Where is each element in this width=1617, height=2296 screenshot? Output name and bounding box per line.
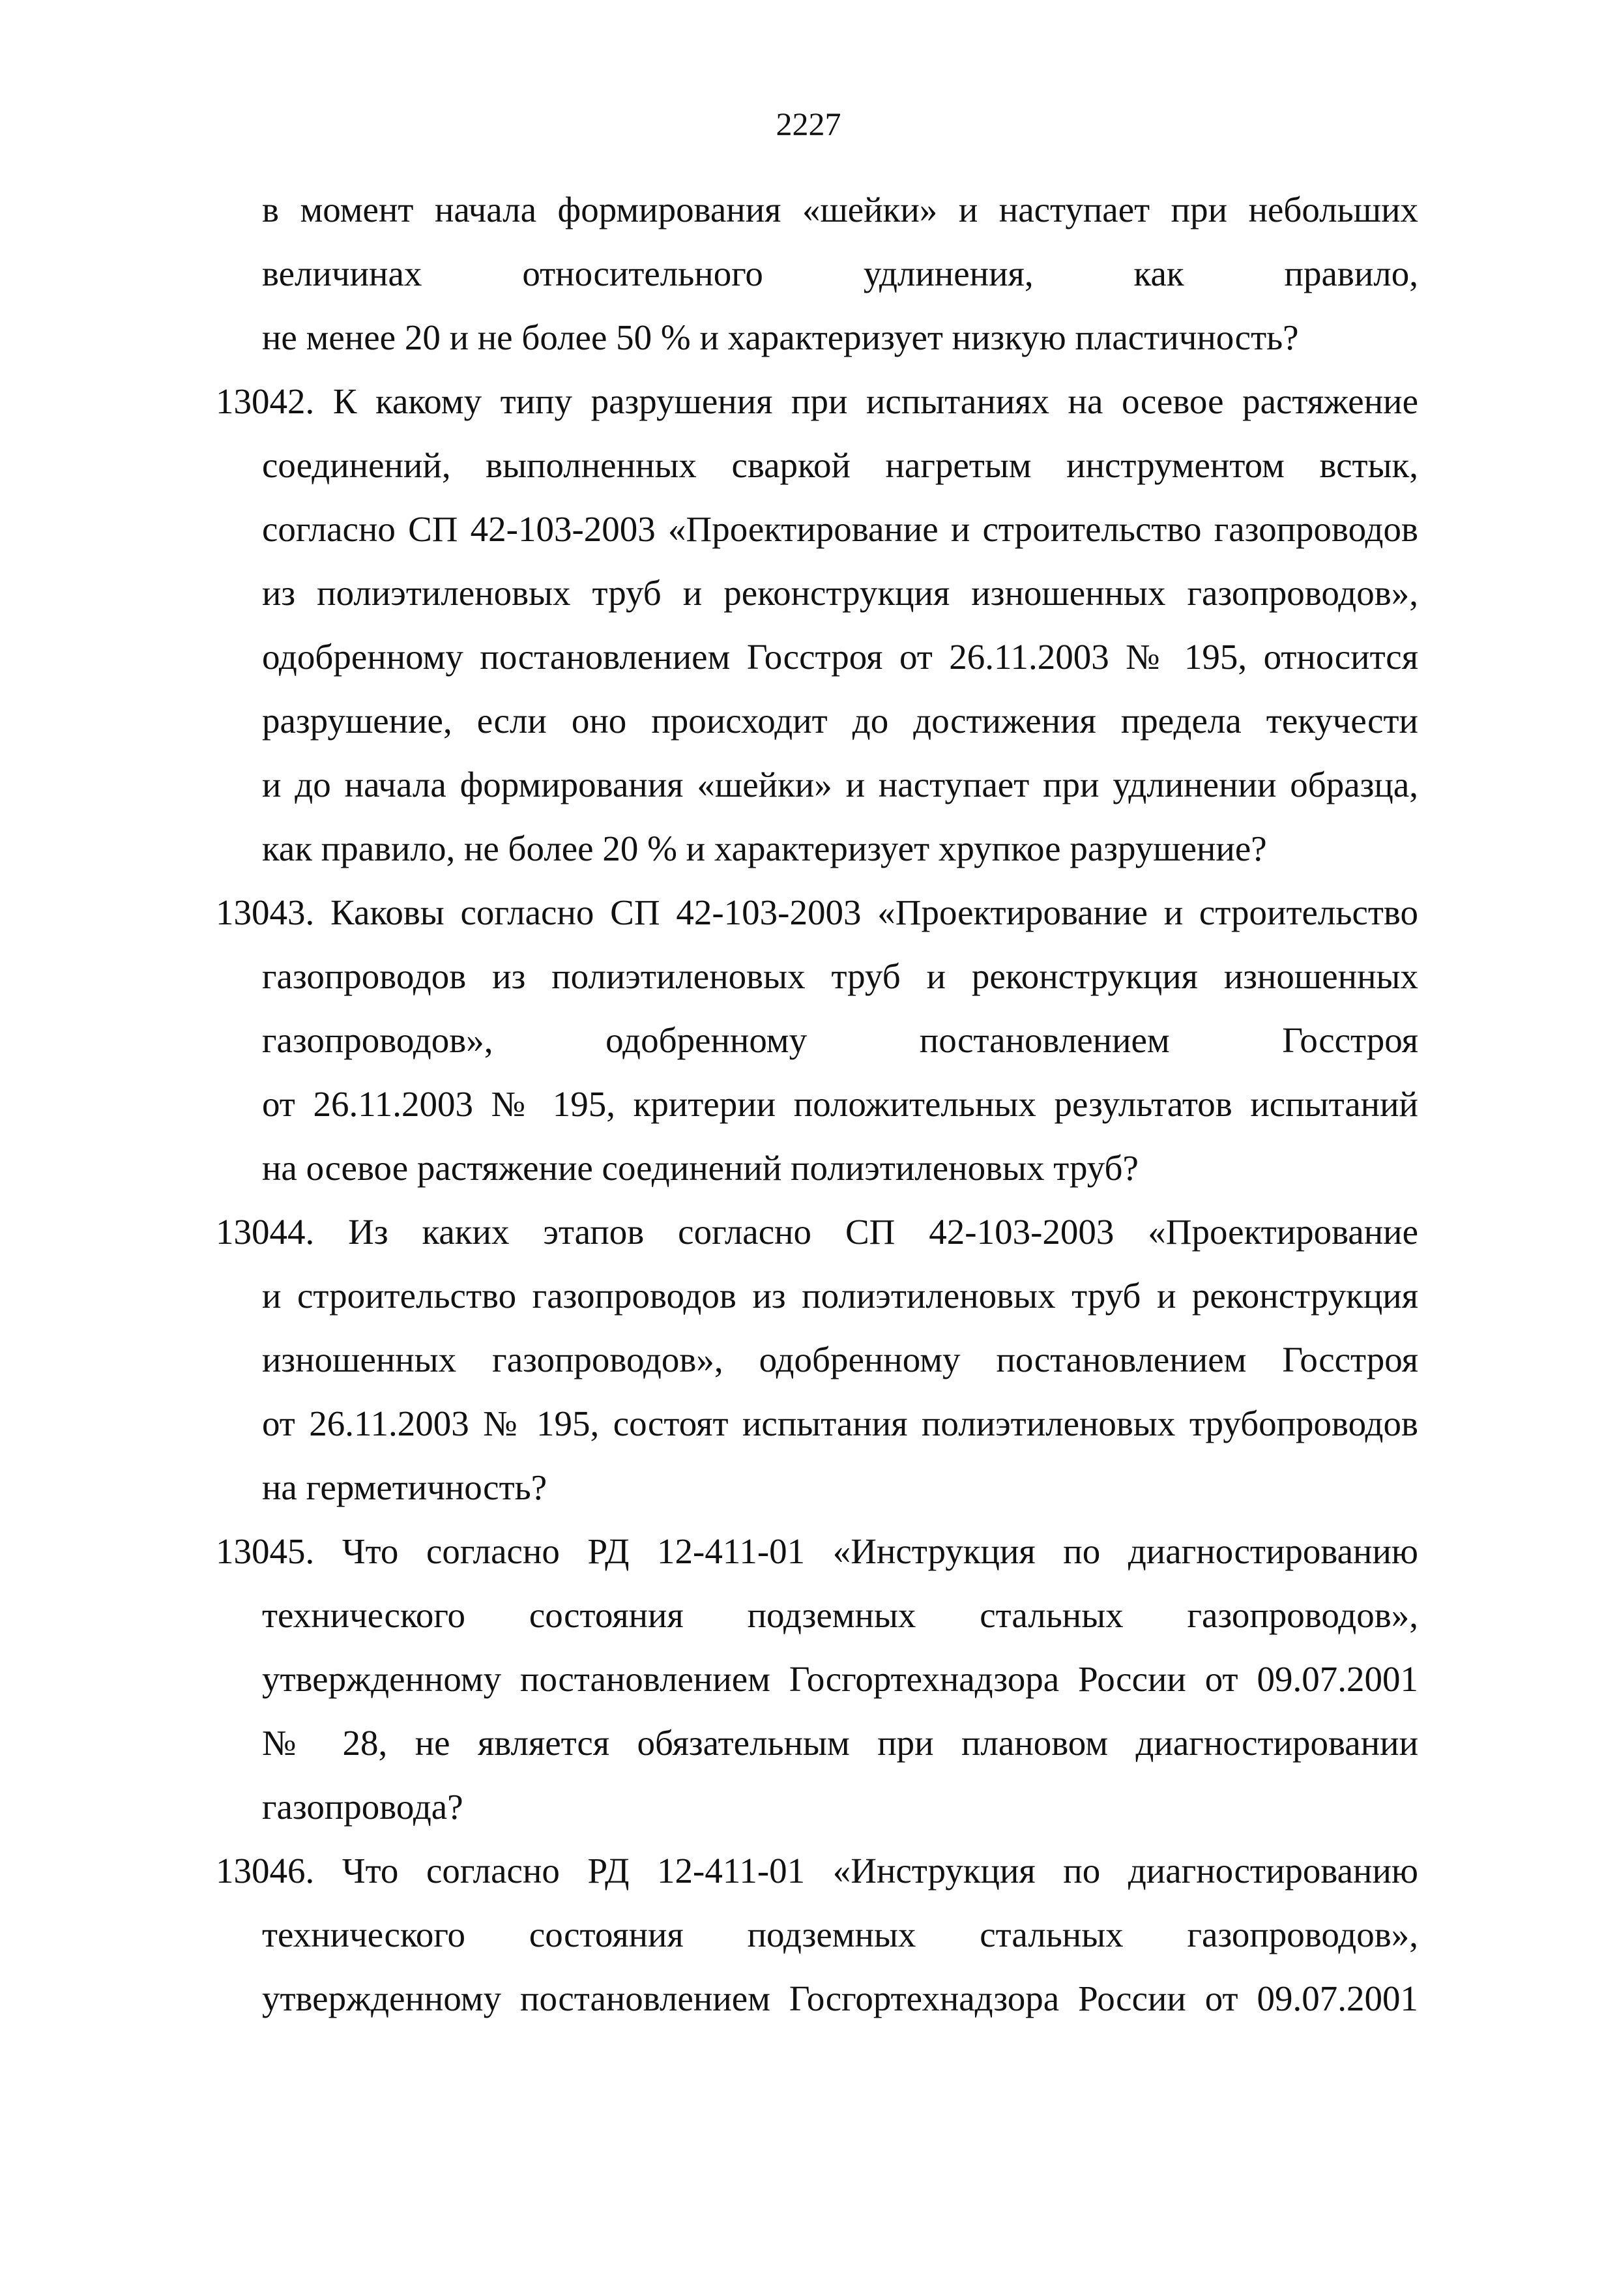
text-line: газопровода?: [262, 1787, 463, 1827]
question-13046-start: 13046. Что согласно РД 12-411-01 «Инструкция по диагностированию: [216, 1851, 1418, 1891]
text-line: газопроводов», одобренному постановлением Госстроя: [262, 1020, 1418, 1060]
text-line: величинах относительного удлинения, как правило,: [262, 254, 1418, 293]
text-line: технического состояния подземных стальных газопроводов»,: [262, 1915, 1418, 1954]
text-line: не менее 20 и не более 50 % и характеризует низкую пластичность?: [262, 317, 1299, 357]
text-line: одобренному постановлением Госстроя от 26.11.2003 № 195, относится: [262, 637, 1418, 677]
question-13045-start: 13045. Что согласно РД 12-411-01 «Инструкция по диагностированию: [216, 1531, 1418, 1571]
question-13042-start: 13042. К какому типу разрушения при испытаниях на осевое растяжение: [216, 381, 1418, 421]
text-line: соединений, выполненных сваркой нагретым инструментом встык,: [262, 445, 1418, 485]
text-line: на осевое растяжение соединений полиэтиленовых труб?: [262, 1148, 1139, 1188]
text-line: и строительство газопроводов из полиэтиленовых труб и реконструкция: [262, 1276, 1418, 1316]
text-line: от 26.11.2003 № 195, состоят испытания полиэтиленовых трубопроводов: [262, 1404, 1418, 1443]
text-line: газопроводов из полиэтиленовых труб и реконструкция изношенных: [262, 956, 1418, 996]
page-number: 2227: [776, 106, 841, 142]
text-line: разрушение, если оно происходит до достижения предела текучести: [262, 701, 1418, 741]
text-line: в момент начала формирования «шейки» и наступает при небольших: [262, 190, 1418, 229]
text-line: на герметичность?: [262, 1467, 547, 1507]
question-13044-start: 13044. Из каких этапов согласно СП 42-103-2003 «Проектирование: [216, 1212, 1418, 1252]
question-13043-start: 13043. Каковы согласно СП 42-103-2003 «Проектирование и строительство: [216, 892, 1418, 932]
text-line: как правило, не более 20 % и характеризует хрупкое разрушение?: [262, 829, 1267, 868]
text-line: утвержденному постановлением Госгортехнадзора России от 09.07.2001: [262, 1659, 1418, 1699]
text-line: из полиэтиленовых труб и реконструкция изношенных газопроводов»,: [262, 573, 1418, 613]
text-line: согласно СП 42-103-2003 «Проектирование и строительство газопроводов: [262, 509, 1418, 549]
text-line: утвержденному постановлением Госгортехнадзора России от 09.07.2001: [262, 1979, 1418, 2018]
text-line: изношенных газопроводов», одобренному постановлением Госстроя: [262, 1340, 1418, 1379]
text-line: от 26.11.2003 № 195, критерии положительных результатов испытаний: [262, 1084, 1418, 1124]
text-line: № 28, не является обязательным при плановом диагностировании: [262, 1723, 1418, 1763]
text-line: технического состояния подземных стальных газопроводов»,: [262, 1595, 1418, 1635]
text-line: и до начала формирования «шейки» и наступает при удлинении образца,: [262, 765, 1418, 804]
